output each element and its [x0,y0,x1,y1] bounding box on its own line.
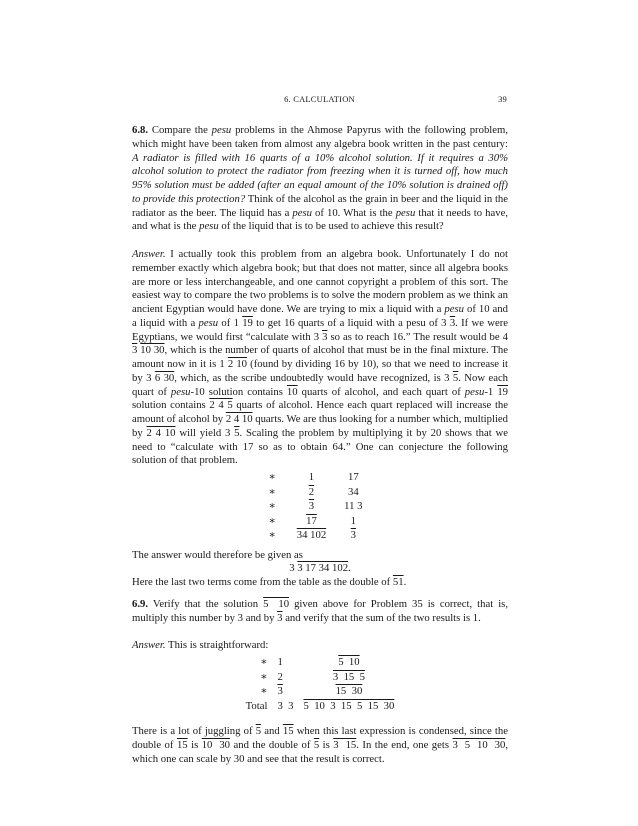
table-row: ∗ 34 102 3 [268,529,356,541]
table-row: ∗ 17 1 [268,514,356,527]
answer-label: Answer. [132,248,166,260]
calculation-table [269,470,372,543]
table-row: ∗ 1 17 [268,471,359,483]
exercise-label: 6.9. [132,597,149,610]
answer-value: 3 3 17 34 102. [289,562,351,575]
problem-quote: A radiator is filled with 16 quarts of a 10% alcohol solution. If it requires a 30% alcohol solution to protect the radiator from freezing when it is turned off, how much 95% solution must be added (after an equal amount of the 10% solution is drained off) to provide this protection? [132,151,508,205]
answer-6-8: Answer. I actually took this problem from an algebra book. Unfortunately I do not remember exactly which algebra book; but that does not matter, since all algebra books are more or less interchangeable, and one cannot copyright a problem of this sort. The easiest way to compare the two problems is to solve the modern problem as we think an ancient Egyptian would have done. We are trying to mix a liquid with a pesu of 10 and a liquid with a pesu of 1 19 to get 16 quarts of a liquid with a pesu of 3 3. If we were Egyptians, we would first “calculate with 3 3 so as to reach 16.” The result would be 4 3 10 30, which is the number of quarts of alcohol that must be in the final mixture. The amount now in it is 1 2 10 (found by dividing 16 by 10), so that we need to increase it by 3 6 30, which, as the scribe undoubtedly would have recognized, is 3 5. Now each quart of pesu-10 solution contains 10 quarts of alcohol, and each quart of pesu-1 19 solution contains 2 4 5 quarts of alcohol. Hence each quart replaced will increase the amount of alcohol by 2 4 10 quarts. We are thus looking for a number which, multiplied by 2 4 10 will yield 3 5. Scaling the problem by multiplying it by 20 shows that we need to “calculate with 17 so as to obtain 64.” One can conjecture the following solution of that problem. [132,248,509,467]
text-body [132,124,508,766]
exercise-6-9: 6.9. Verify that the solution 5 10 given above for Problem 35 is correct, that is, multiply this number by 3 and by 3 and verify that the sum of the two results is 1. [132,597,508,624]
running-header [132,94,507,108]
page-number: 39 [498,94,507,104]
closing-paragraph: There is a lot of juggling of 5 and 15 when this last expression is condensed, since the double of 15 is 10 30 and the double of 5 is 3 15. In the end, one gets 3 5 10 30, which one can scale by 30 and see that the result is correct. [132,725,509,765]
table-row: ∗ 1 5 10 [260,656,360,668]
table-row: ∗ 3 15 30 [260,685,363,697]
verification-table [241,655,400,713]
table-row: ∗ 2 34 [268,485,359,498]
answer-6-9: Answer. This is straightforward: [132,639,269,652]
table-row: ∗ 2 3 15 5 [260,670,365,683]
table-row: Total 3 3 5 10 3 15 5 15 30 [245,699,395,712]
answer-label: Answer. [132,639,166,652]
exercise-6-8: 6.8. Compare the pesu problems in the Ahmose Papyrus with the following problem, which might have been taken from almost any algebra book written in the past century: A radiator is filled with 16 quarts of a 10% alcohol solution. If it requires a 30% alcohol solution to protect the radiator from freezing when it is turned off, how much 95% solution must be added (after an equal amount of the 10% solution is drained off) to provide this protection? Think of the alcohol as the grain in beer and the liquid in the radiator as the beer. The liquid has a pesu of 10. What is the pesu that it needs to have, and what is the pesu of the liquid that is to be used to achieve this result? [132,124,508,233]
table-row: ∗ 3 11 3 [268,500,363,512]
chapter-title: 6. CALCULATION [284,94,355,104]
last-terms-note: Here the last two terms come from the table as the double of 51. [132,576,407,588]
exercise-label: 6.8. [132,124,149,136]
answer-intro: The answer would therefore be given as [132,548,303,561]
